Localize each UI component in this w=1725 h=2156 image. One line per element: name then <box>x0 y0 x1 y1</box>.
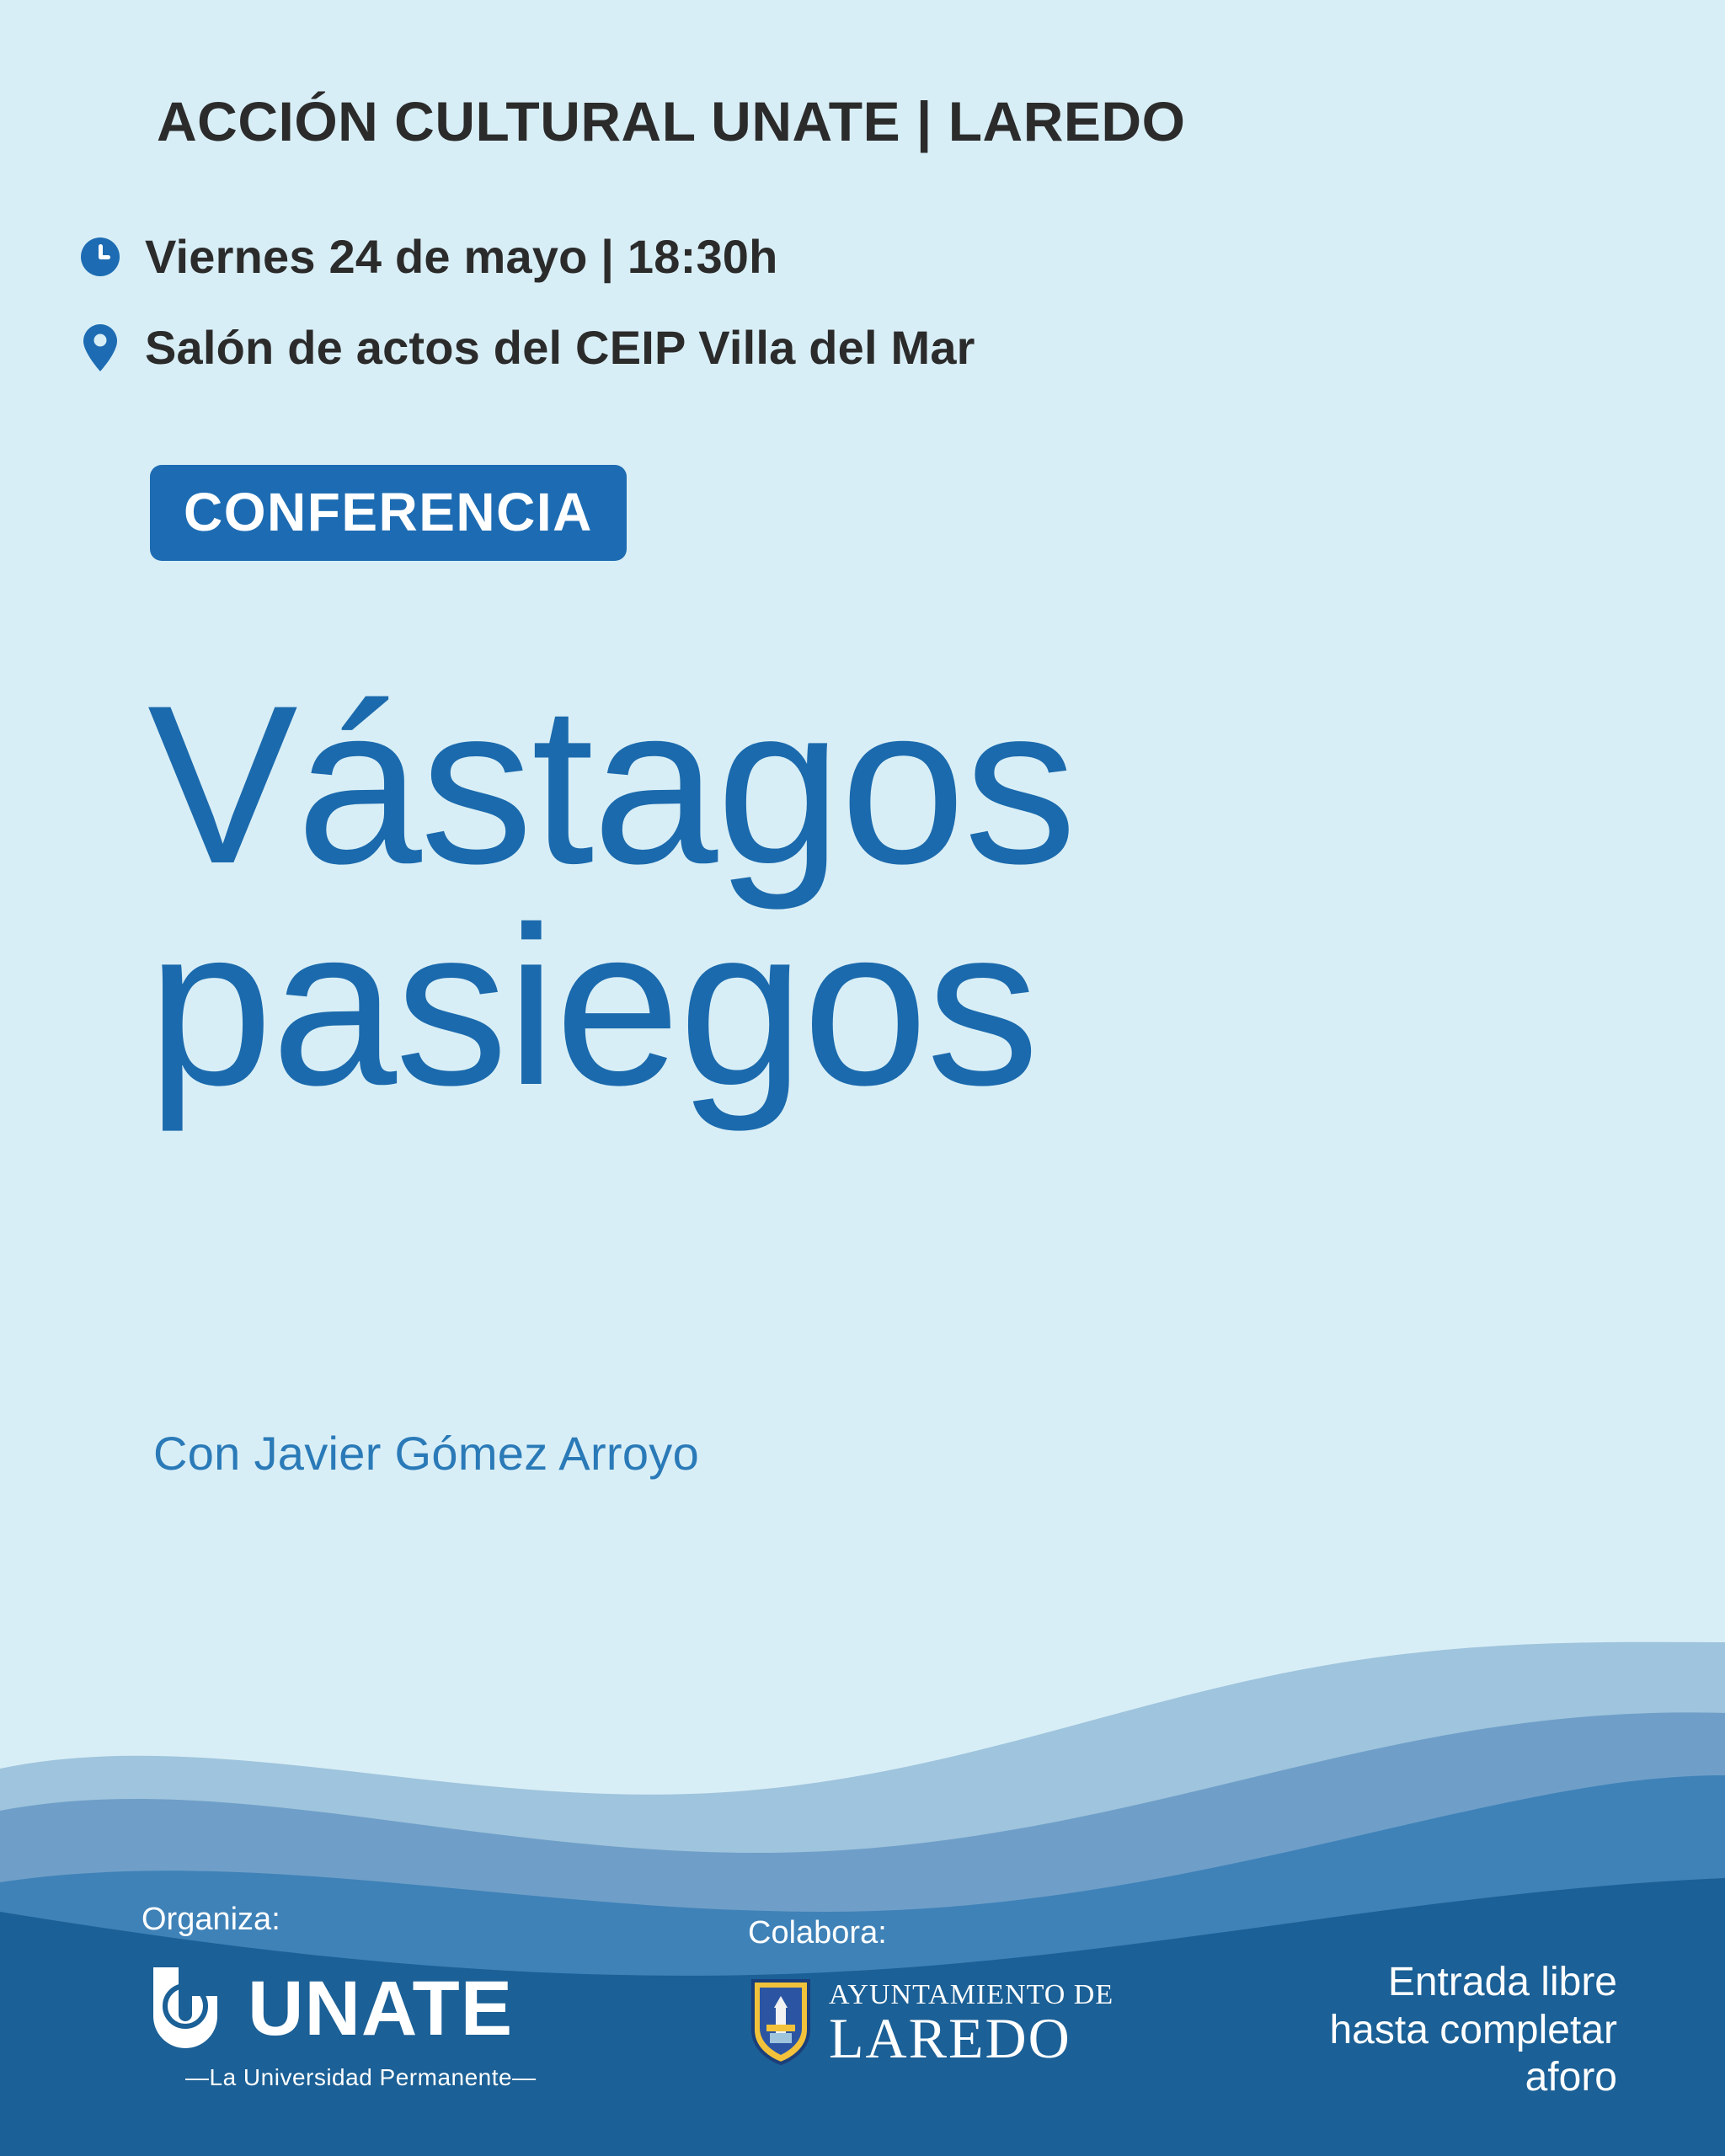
entrada-line-1: Entrada libre <box>1387 1960 1617 2004</box>
status-badge: CONFERENCIA <box>150 465 627 561</box>
entrada-line-2: hasta completar <box>1329 2007 1617 2052</box>
event-datetime-text: Viernes 24 de mayo | 18:30h <box>145 230 778 283</box>
colabora-label: Colabora: <box>748 1915 887 1951</box>
entrada-line-3: aforo <box>1525 2055 1617 2100</box>
ayuntamiento-line-2: LAREDO <box>829 2006 1071 2071</box>
event-venue-text: Salón de actos del CEIP Villa del Mar <box>145 321 975 374</box>
organiza-label: Organiza: <box>142 1902 280 1937</box>
event-venue-line <box>76 320 975 375</box>
ayuntamiento-wordmark <box>829 1978 1114 2071</box>
unate-wordmark: UNATE <box>248 1965 514 2052</box>
ayuntamiento-line-1: AYUNTAMIENTO DE <box>829 1978 1114 2010</box>
ayuntamiento-laredo-logo <box>748 1977 1114 2069</box>
event-title <box>147 658 1621 1132</box>
event-title-line-2: pasiegos <box>147 878 1038 1132</box>
location-pin-icon <box>76 323 125 373</box>
entrada-libre-note <box>1329 1959 1617 2102</box>
unate-logo-row <box>142 1962 513 2054</box>
event-datetime-line <box>76 229 778 284</box>
event-speaker: Con Javier Gómez Arroyo <box>153 1427 700 1480</box>
page-title: ACCIÓN CULTURAL UNATE | LAREDO <box>157 90 1186 152</box>
clock-icon <box>76 235 125 279</box>
unate-mark-icon <box>142 1962 229 2054</box>
coat-of-arms-icon <box>748 1977 814 2069</box>
unate-tagline: —La Universidad Permanente— <box>185 2064 537 2090</box>
unate-logo <box>142 1962 537 2091</box>
event-title-line-1: Vástagos <box>147 658 1076 910</box>
